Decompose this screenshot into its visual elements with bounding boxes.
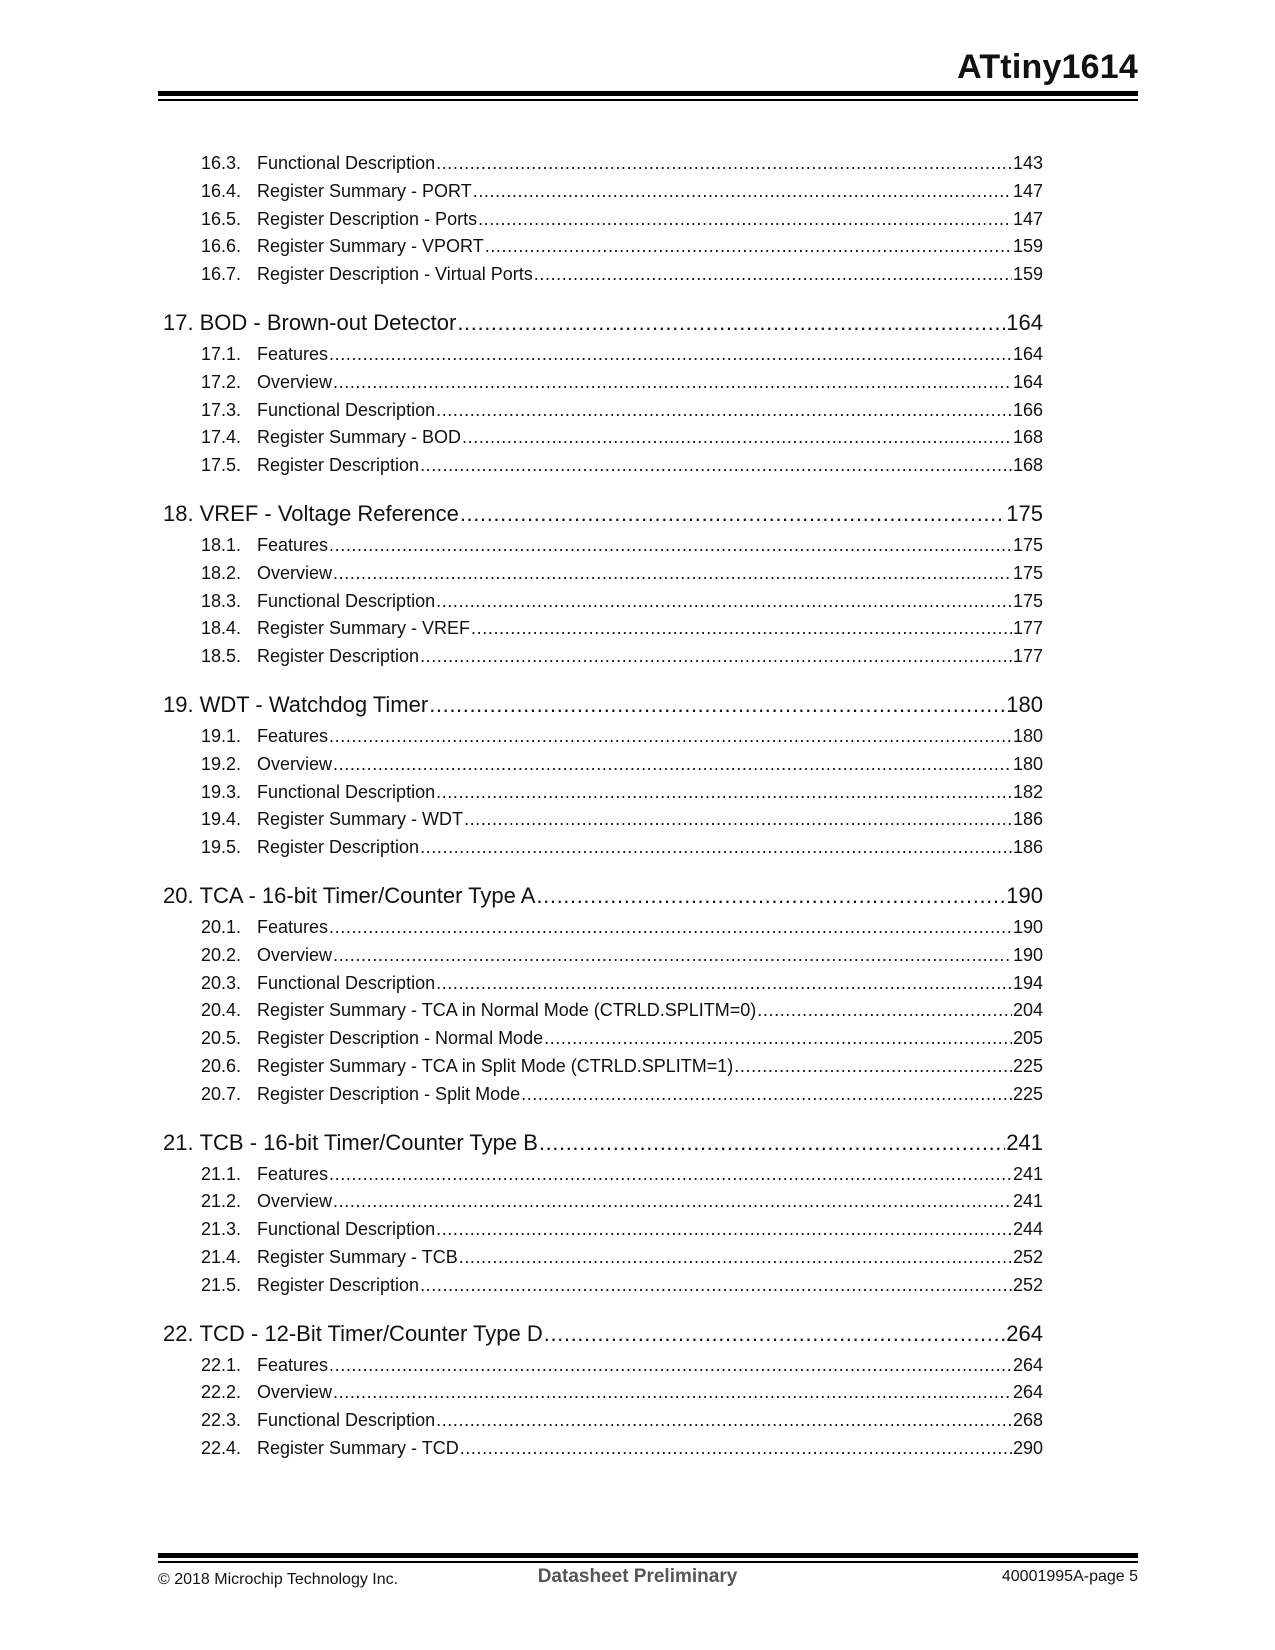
toc-subsection-number: 17.1.: [201, 343, 242, 364]
toc-subsection-entry[interactable]: [163, 806, 1043, 834]
toc-subsection-entry[interactable]: [163, 1188, 1043, 1216]
toc-dot-leader: [544, 1318, 1006, 1350]
toc-subsection-entry[interactable]: [163, 178, 1043, 206]
toc-subsection-title: Overview: [257, 753, 333, 774]
toc-subsection-entry[interactable]: [163, 615, 1043, 643]
toc-subsection-page: 186: [1012, 837, 1043, 858]
toc-subsection-number: 18.3.: [201, 590, 242, 611]
toc-subsection-number: 20.2.: [201, 944, 242, 965]
toc-subsection-page: 205: [1012, 1028, 1043, 1049]
toc-dot-leader: [436, 970, 1012, 998]
toc-subsection-number: 17.4.: [201, 427, 242, 448]
table-of-contents: [163, 150, 1043, 1481]
toc-subsection-page: 268: [1012, 1410, 1043, 1431]
toc-section: [163, 498, 1043, 671]
toc-chapter-title: VREF - Voltage Reference: [199, 500, 459, 526]
toc-subsection-page: 186: [1012, 809, 1043, 830]
toc-subsection-page: 252: [1012, 1274, 1043, 1295]
toc-dot-leader: [333, 1188, 1012, 1216]
toc-chapter-number: 19.: [163, 691, 194, 717]
toc-subsection-title: Register Summary - TCD: [257, 1437, 459, 1458]
toc-chapter-number: 20.: [163, 882, 194, 908]
toc-subsection-number: 21.4.: [201, 1246, 242, 1267]
toc-chapter-entry[interactable]: [163, 880, 1043, 912]
toc-dot-leader: [333, 1379, 1012, 1407]
toc-subsection-title: Register Summary - WDT: [257, 809, 464, 830]
toc-subsection-entry[interactable]: [163, 997, 1043, 1025]
toc-subsection-title: Register Summary - PORT: [257, 180, 472, 201]
toc-subsection-number: 19.1.: [201, 725, 242, 746]
toc-chapter-number: 18.: [163, 500, 194, 526]
toc-chapter-title: BOD - Brown-out Detector: [199, 309, 457, 335]
toc-subsection-page: 177: [1012, 646, 1043, 667]
toc-dot-leader: [473, 178, 1012, 206]
toc-subsection-entry[interactable]: [163, 1272, 1043, 1300]
toc-section: [163, 1318, 1043, 1463]
toc-dot-leader: [521, 1081, 1012, 1109]
toc-dot-leader: [436, 588, 1012, 616]
footer-rule-thin: [158, 1561, 1138, 1563]
toc-dot-leader: [457, 307, 1005, 339]
toc-subsection-entry[interactable]: [163, 1216, 1043, 1244]
toc-subsection-entry[interactable]: [163, 1407, 1043, 1435]
toc-subsection-number: 16.5.: [201, 208, 242, 229]
toc-subsection-number: 18.5.: [201, 646, 242, 667]
toc-subsection-title: Register Summary - VPORT: [257, 236, 484, 257]
toc-subsection-entry[interactable]: [163, 341, 1043, 369]
toc-dot-leader: [544, 1025, 1012, 1053]
toc-dot-leader: [333, 369, 1012, 397]
toc-subsection-page: 159: [1012, 236, 1043, 257]
toc-subsection-page: 175: [1012, 590, 1043, 611]
toc-subsection-number: 18.2.: [201, 562, 242, 583]
toc-section: [163, 307, 1043, 480]
toc-subsection-entry[interactable]: [163, 1161, 1043, 1189]
toc-subsection-page: 143: [1012, 153, 1043, 173]
toc-subsection-page: 264: [1012, 1354, 1043, 1375]
toc-chapter-page: 175: [1006, 500, 1043, 526]
toc-subsection-page: 290: [1012, 1437, 1043, 1458]
toc-dot-leader: [460, 498, 1005, 530]
toc-subsection-entry[interactable]: [163, 834, 1043, 862]
toc-subsection-number: 18.1.: [201, 534, 242, 555]
toc-subsection-number: 22.2.: [201, 1382, 242, 1403]
toc-subsection-number: 18.4.: [201, 618, 242, 639]
toc-subsection-number: 17.3.: [201, 399, 242, 420]
toc-subsection-number: 20.4.: [201, 1000, 242, 1021]
toc-subsection-page: 177: [1012, 618, 1043, 639]
toc-subsection-title: Overview: [257, 1191, 333, 1212]
toc-chapter-entry[interactable]: [163, 498, 1043, 530]
toc-subsection-number: 20.1.: [201, 916, 242, 937]
toc-subsection-number: 22.4.: [201, 1437, 242, 1458]
toc-chapter-page: 164: [1006, 309, 1043, 335]
toc-subsection-page: 182: [1012, 781, 1043, 802]
toc-subsection-title: Functional Description: [257, 399, 436, 420]
toc-chapter-entry[interactable]: [163, 689, 1043, 721]
toc-subsection-page: 147: [1012, 180, 1043, 201]
footer-rule-thick: [158, 1553, 1138, 1558]
toc-subsection-entry[interactable]: [163, 1379, 1043, 1407]
toc-subsection-entry[interactable]: [163, 1352, 1043, 1380]
toc-subsection-number: 16.6.: [201, 236, 242, 257]
toc-subsection-number: 19.4.: [201, 809, 242, 830]
toc-chapter-title: WDT - Watchdog Timer: [199, 691, 429, 717]
toc-subsection-page: 147: [1012, 208, 1043, 229]
toc-subsection-page: 204: [1012, 1000, 1043, 1021]
toc-subsection-title: Overview: [257, 371, 333, 392]
toc-chapter-page: 264: [1006, 1320, 1043, 1346]
toc-subsection-page: 241: [1012, 1191, 1043, 1212]
toc-subsection-title: Register Description - Virtual Ports: [257, 264, 533, 285]
toc-dot-leader: [436, 1216, 1012, 1244]
toc-dot-leader: [429, 689, 1005, 721]
toc-subsection-number: 17.2.: [201, 371, 242, 392]
toc-subsection-page: 168: [1012, 427, 1043, 448]
toc-subsection-title: Functional Description: [257, 1410, 436, 1431]
toc-subsection-entry[interactable]: [163, 779, 1043, 807]
footer-page-ref: 40001995A-page 5: [1001, 1568, 1138, 1585]
toc-subsection-entry[interactable]: [163, 942, 1043, 970]
toc-dot-leader: [329, 1352, 1012, 1380]
toc-dot-leader: [329, 1161, 1012, 1189]
toc-subsection-entry[interactable]: [163, 532, 1043, 560]
toc-chapter-entry[interactable]: [163, 1127, 1043, 1159]
toc-subsection-entry[interactable]: [163, 397, 1043, 425]
toc-subsection-number: 16.3.: [201, 153, 242, 173]
toc-subsection-page: 175: [1012, 534, 1043, 555]
toc-subsection-page: 194: [1012, 972, 1043, 993]
toc-subsection-title: Register Description - Ports: [257, 208, 478, 229]
toc-subsection-title: Overview: [257, 944, 333, 965]
toc-subsection-entry[interactable]: [163, 206, 1043, 234]
toc-subsection-title: Functional Description: [257, 153, 436, 173]
toc-dot-leader: [329, 532, 1012, 560]
toc-subsection-entry[interactable]: [163, 970, 1043, 998]
toc-chapter-page: 241: [1006, 1129, 1043, 1155]
toc-subsection-entry[interactable]: [163, 914, 1043, 942]
toc-dot-leader: [536, 880, 1005, 912]
toc-subsection-page: 190: [1012, 944, 1043, 965]
toc-subsection-title: Functional Description: [257, 1219, 436, 1240]
toc-dot-leader: [471, 615, 1012, 643]
toc-subsection-title: Register Description - Normal Mode: [257, 1028, 544, 1049]
toc-subsection-number: 21.5.: [201, 1274, 242, 1295]
toc-subsection-title: Features: [257, 1354, 329, 1375]
toc-subsection-title: Register Summary - VREF: [257, 618, 471, 639]
toc-subsection-page: 225: [1012, 1055, 1043, 1076]
toc-subsection-entry[interactable]: [163, 1435, 1043, 1463]
toc-dot-leader: [436, 150, 1012, 178]
toc-subsection-entry[interactable]: [163, 424, 1043, 452]
toc-dot-leader: [420, 452, 1012, 480]
toc-dot-leader: [757, 997, 1012, 1025]
toc-subsection-number: 21.1.: [201, 1163, 242, 1184]
toc-subsection-entry[interactable]: [163, 369, 1043, 397]
toc-dot-leader: [734, 1053, 1012, 1081]
toc-subsection-entry[interactable]: [163, 452, 1043, 480]
toc-subsection-number: 16.4.: [201, 180, 242, 201]
toc-subsection-title: Overview: [257, 1382, 333, 1403]
toc-chapter-page: 190: [1006, 882, 1043, 908]
toc-subsection-title: Register Summary - TCB: [257, 1246, 458, 1267]
toc-subsection-title: Register Description: [257, 646, 420, 667]
toc-subsection-entry[interactable]: [163, 233, 1043, 261]
toc-subsection-page: 252: [1012, 1246, 1043, 1267]
toc-subsection-number: 22.1.: [201, 1354, 242, 1375]
toc-subsection-number: 19.5.: [201, 837, 242, 858]
toc-dot-leader: [436, 397, 1012, 425]
toc-subsection-number: 16.7.: [201, 264, 242, 285]
toc-dot-leader: [436, 1407, 1012, 1435]
header-rule-thick: [158, 91, 1138, 96]
toc-subsection-title: Features: [257, 1163, 329, 1184]
document-title: ATtiny1614: [957, 48, 1138, 86]
toc-subsection-number: 20.5.: [201, 1028, 242, 1049]
toc-subsection-number: 17.5.: [201, 455, 242, 476]
toc-subsection-title: Register Description: [257, 837, 420, 858]
toc-subsection-entry[interactable]: [163, 723, 1043, 751]
toc-chapter-title: TCA - 16-bit Timer/Counter Type A: [199, 882, 536, 908]
toc-subsection-page: 175: [1012, 562, 1043, 583]
toc-subsection-number: 20.7.: [201, 1083, 242, 1104]
header-rule-thin: [158, 99, 1138, 101]
toc-subsection-title: Overview: [257, 562, 333, 583]
toc-dot-leader: [485, 233, 1012, 261]
toc-dot-leader: [436, 779, 1012, 807]
toc-subsection-entry[interactable]: [163, 1244, 1043, 1272]
toc-subsection-page: 164: [1012, 343, 1043, 364]
toc-subsection-number: 20.6.: [201, 1055, 242, 1076]
toc-dot-leader: [464, 806, 1012, 834]
toc-subsection-entry[interactable]: [163, 560, 1043, 588]
toc-subsection-title: Register Description: [257, 1274, 420, 1295]
toc-subsection-entry[interactable]: [163, 588, 1043, 616]
toc-subsection-page: 168: [1012, 455, 1043, 476]
toc-section: [163, 689, 1043, 862]
toc-subsection-title: Register Description - Split Mode: [257, 1083, 521, 1104]
toc-subsection-title: Functional Description: [257, 590, 436, 611]
toc-subsection-number: 20.3.: [201, 972, 242, 993]
toc-subsection-title: Register Summary - BOD: [257, 427, 462, 448]
toc-subsection-page: 244: [1012, 1219, 1043, 1240]
toc-subsection-title: Features: [257, 343, 329, 364]
toc-dot-leader: [459, 1244, 1012, 1272]
toc-dot-leader: [333, 942, 1012, 970]
toc-subsection-page: 225: [1012, 1083, 1043, 1104]
toc-subsection-title: Functional Description: [257, 781, 436, 802]
toc-subsection-number: 19.2.: [201, 753, 242, 774]
toc-dot-leader: [420, 1272, 1012, 1300]
toc-dot-leader: [333, 560, 1012, 588]
toc-dot-leader: [539, 1127, 1005, 1159]
toc-subsection-entry[interactable]: [163, 1053, 1043, 1081]
toc-dot-leader: [478, 206, 1012, 234]
toc-dot-leader: [329, 341, 1012, 369]
toc-subsection-page: 190: [1012, 916, 1043, 937]
toc-dot-leader: [333, 751, 1012, 779]
toc-subsection-entry[interactable]: [163, 1081, 1043, 1109]
toc-subsection-entry[interactable]: [163, 643, 1043, 671]
toc-dot-leader: [329, 723, 1012, 751]
toc-chapter-entry[interactable]: [163, 307, 1043, 339]
toc-section: [163, 880, 1043, 1109]
toc-chapter-page: 180: [1006, 691, 1043, 717]
toc-chapter-number: 17.: [163, 309, 194, 335]
toc-subsection-title: Features: [257, 534, 329, 555]
toc-subsection-page: 159: [1012, 264, 1043, 285]
toc-chapter-number: 22.: [163, 1320, 194, 1346]
toc-subsection-page: 241: [1012, 1163, 1043, 1184]
toc-subsection-page: 180: [1012, 753, 1043, 774]
toc-section: [163, 1127, 1043, 1300]
toc-subsection-title: Functional Description: [257, 972, 436, 993]
toc-chapter-title: TCB - 16-bit Timer/Counter Type B: [199, 1129, 538, 1155]
toc-subsection-page: 180: [1012, 725, 1043, 746]
toc-dot-leader: [420, 643, 1012, 671]
toc-subsection-entry[interactable]: [163, 261, 1043, 289]
toc-subsection-page: 164: [1012, 371, 1043, 392]
toc-subsection-number: 21.3.: [201, 1219, 242, 1240]
toc-dot-leader: [420, 834, 1012, 862]
toc-subsection-entry[interactable]: [163, 150, 1043, 178]
toc-dot-leader: [460, 1435, 1012, 1463]
footer-status: Datasheet Preliminary: [537, 1566, 738, 1587]
toc-subsection-title: Register Summary - TCA in Normal Mode (CTRLD.SPLITM=0): [257, 1000, 757, 1021]
toc-subsection-entry[interactable]: [163, 1025, 1043, 1053]
toc-chapter-number: 21.: [163, 1129, 194, 1155]
toc-subsection-title: Features: [257, 725, 329, 746]
toc-subsection-page: 264: [1012, 1382, 1043, 1403]
toc-subsection-number: 19.3.: [201, 781, 242, 802]
toc-dot-leader: [462, 424, 1012, 452]
toc-dot-leader: [534, 261, 1012, 289]
toc-subsection-page: 166: [1012, 399, 1043, 420]
toc-chapter-entry[interactable]: [163, 1318, 1043, 1350]
footer-copyright: © 2018 Microchip Technology Inc.: [158, 1571, 399, 1588]
toc-subsection-title: Register Description: [257, 455, 420, 476]
toc-subsection-number: 21.2.: [201, 1191, 242, 1212]
toc-subsection-title: Features: [257, 916, 329, 937]
toc-dot-leader: [329, 914, 1012, 942]
toc-subsection-title: Register Summary - TCA in Split Mode (CTRLD.SPLITM=1): [257, 1055, 734, 1076]
toc-subsection-entry[interactable]: [163, 751, 1043, 779]
toc-section: [163, 150, 1043, 289]
toc-chapter-title: TCD - 12-Bit Timer/Counter Type D: [199, 1320, 543, 1346]
toc-subsection-number: 22.3.: [201, 1410, 242, 1431]
